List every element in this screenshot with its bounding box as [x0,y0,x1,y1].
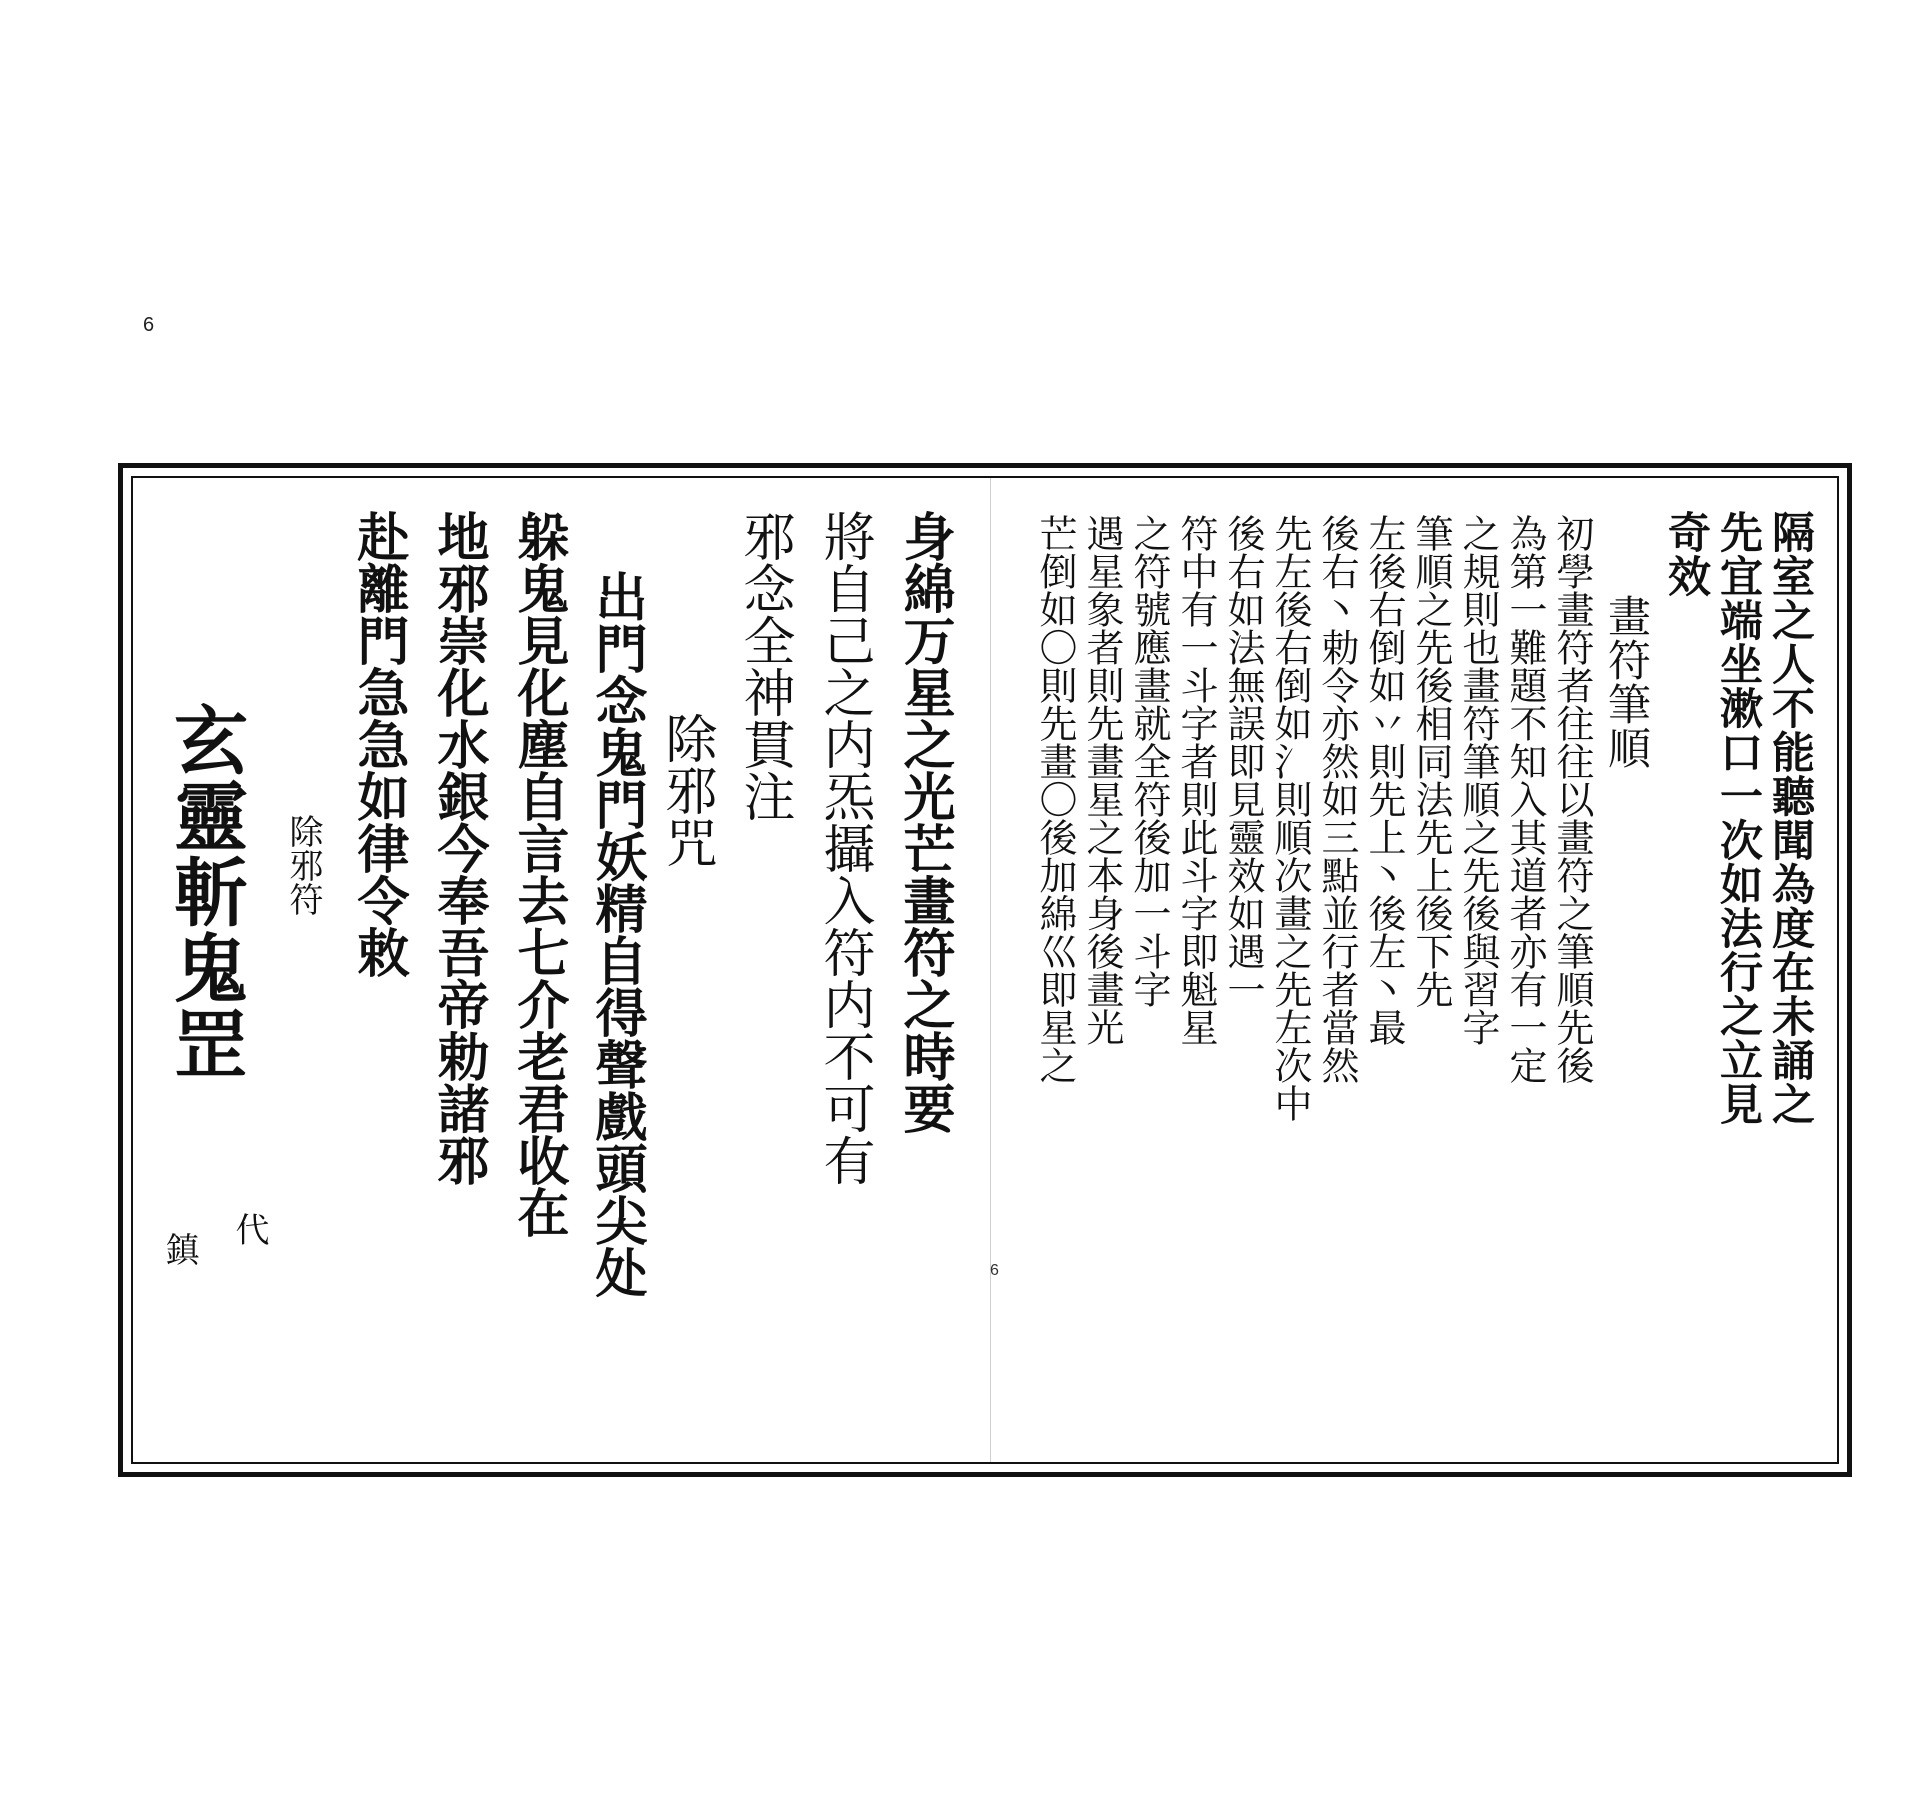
incantation-line-4: 赴離門急急如律令敕 [348,510,409,978]
talisman-main-glyphs: 玄靈斬鬼罡 [162,702,248,1082]
text-column-15: 遇星象者則先畫星之本身後畫光 [1080,514,1124,1046]
text-column-19: 邪念全神貫注 [734,510,794,822]
text-column-14: 之符號應畫就全符後加一斗字 [1127,514,1171,1008]
text-column-6: 為第一難題不知入其道者亦有一定 [1503,514,1547,1084]
text-column-13: 符中有一斗字者則此斗字即魁星 [1174,514,1218,1046]
book-fold-line [990,478,991,1462]
section-heading-talisman-stroke-order: 畫符筆順 [1601,594,1651,770]
talisman-side-glyph-dai: 代 [229,1212,269,1246]
text-column-12: 後右如法無誤即見靈效如遇一 [1221,514,1265,1008]
text-column-11: 先左後右倒如氵則順次畫之先左次中 [1268,514,1312,1122]
page-number: 6 [143,314,155,336]
text-column-10: 後右丶勅令亦然如三點並行者當然 [1315,514,1359,1084]
fold-page-number: 6 [990,1262,999,1279]
talisman-caption: 除邪符 [283,814,323,916]
text-column-17: 身綿万星之光芒畫符之時要 [894,510,955,1134]
talisman-side-glyph-zhen: 鎮 [159,1232,199,1266]
text-column-8: 筆順之先後相同法先上後下先 [1409,514,1453,1008]
incantation-line-2: 躲鬼見化塵自言去七介老君收在 [508,510,569,1238]
text-column-16: 芒倒如〇則先畫〇後加綿巛即星之 [1033,514,1077,1084]
text-column-9: 左後右倒如丷則先上丶後左丶最 [1362,514,1406,1046]
incantation-line-3: 地邪崇化水銀今奉吾帝勅諸邪 [428,510,489,1186]
text-column-2: 先宜端坐漱口一次如法行之立見 [1713,510,1763,1126]
text-column-7: 之規則也畫符筆順之先後與習字 [1456,514,1500,1046]
text-column-18: 將自己之内炁攝入符内不可有 [814,510,874,1186]
text-column-5: 初學畫符者往往以畫符之筆順先後 [1550,514,1594,1084]
section-heading-exorcism-incantation: 除邪咒 [656,712,716,868]
text-column-3: 奇效 [1661,510,1711,598]
text-column-1: 隔室之人不能聽聞為度在未誦之 [1765,510,1815,1126]
incantation-line-1: 出門念鬼門妖精自得聲戲頭尖处 [586,570,647,1298]
